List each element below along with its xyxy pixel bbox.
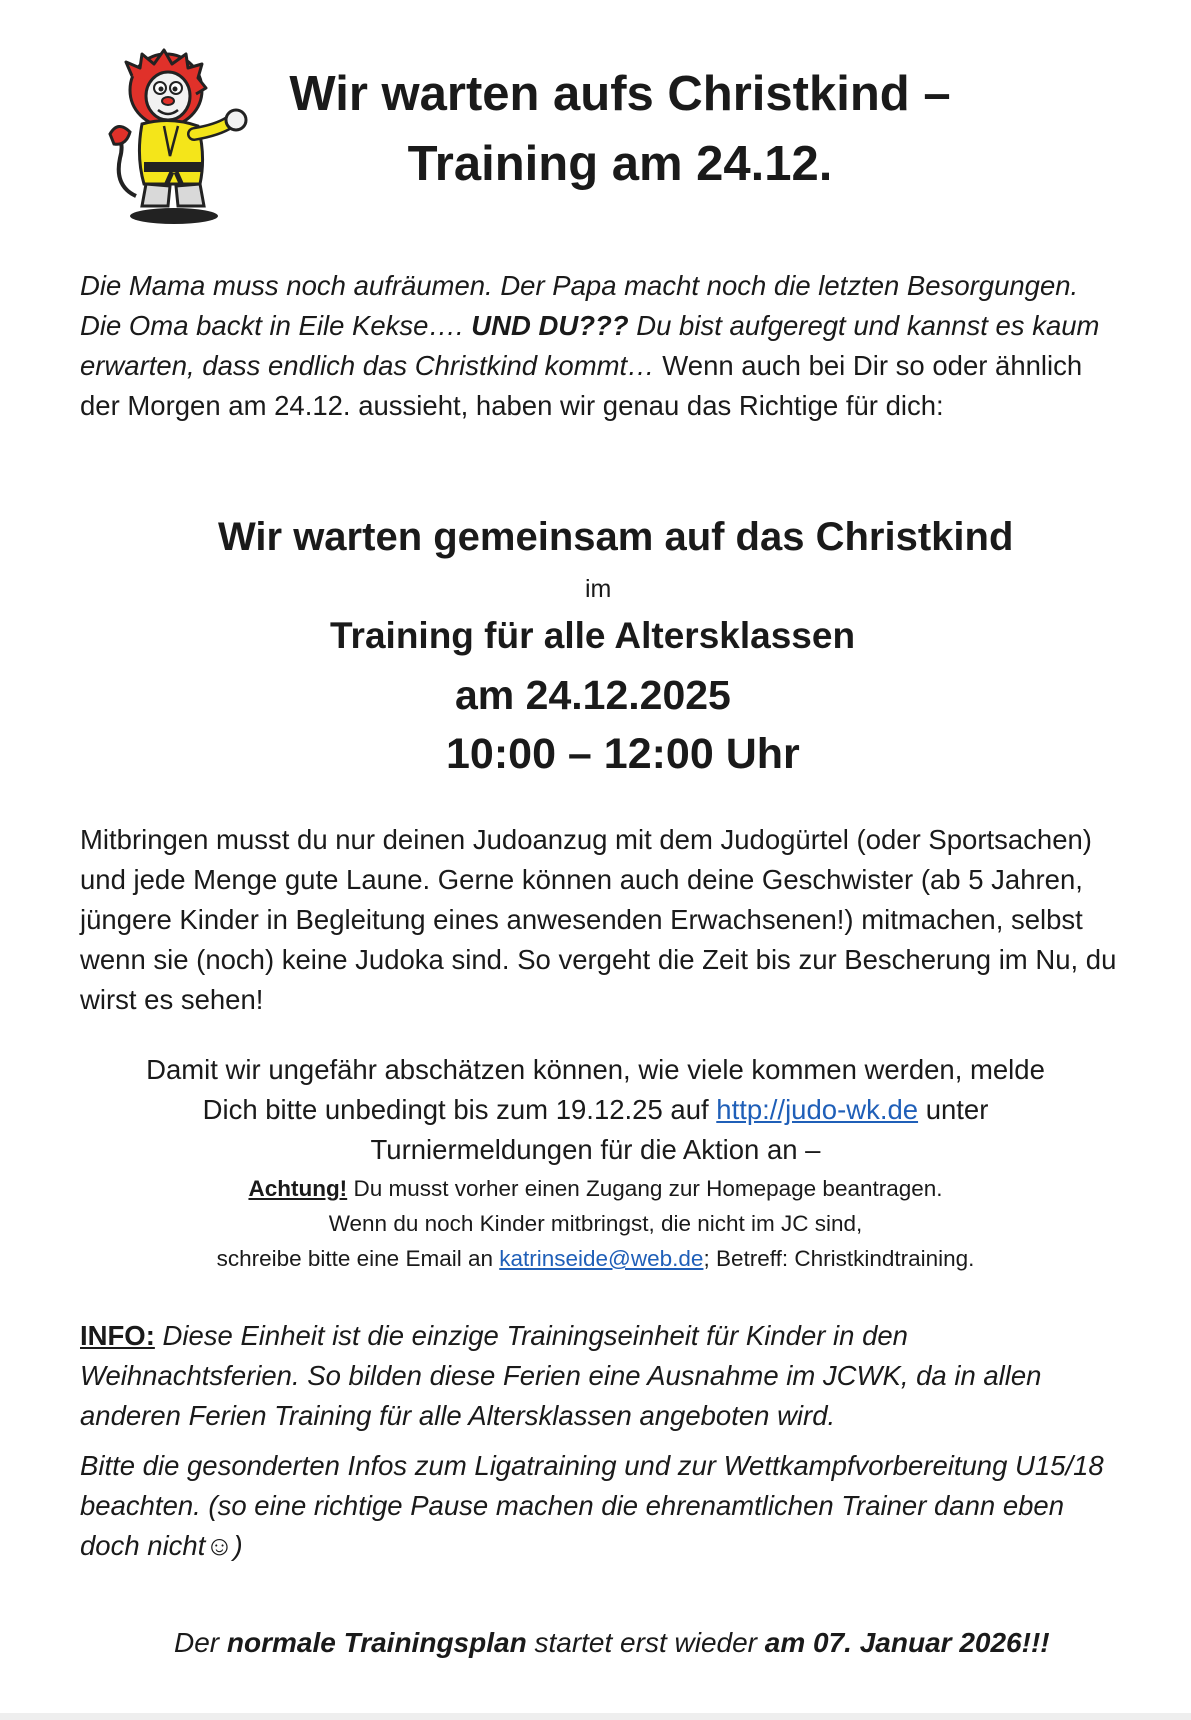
- intro-text-3: Wenn auch bei Dir so oder ähnlich der Morgen am 24.12. aussieht, haben wir genau das Richtige für dich:: [80, 350, 1083, 421]
- registration-notes: [60, 1171, 1131, 1276]
- announcement-training: Training für alle Altersklassen: [330, 615, 856, 656]
- extra-children-note: Wenn du noch Kinder mitbringst, die nicht im JC sind,: [328, 1211, 863, 1236]
- achtung-text: Du musst vorher einen Zugang zur Homepage beantragen.: [347, 1176, 943, 1201]
- email-link[interactable]: katrinseide@web.de: [499, 1246, 704, 1271]
- footer-pre: Der: [174, 1627, 227, 1658]
- email-line-pre: schreibe bitte eine Email an: [216, 1246, 500, 1271]
- lion-mascot-icon: [106, 46, 251, 228]
- registration-line-3: Turniermeldungen für die Aktion an –: [370, 1134, 821, 1165]
- info-label: INFO:: [80, 1320, 155, 1351]
- page-title-line-2: Training am 24.12.: [407, 137, 833, 191]
- announcement-im: im: [585, 575, 612, 603]
- footer-note: [174, 1623, 1050, 1663]
- registration-line-2-pre: Dich bitte unbedingt bis zum 19.12.25 auf: [202, 1094, 717, 1125]
- bottom-divider: [0, 1713, 1191, 1720]
- achtung-label: Achtung!: [248, 1176, 348, 1201]
- smiley-icon: ☺: [205, 1530, 234, 1561]
- info-text: Diese Einheit ist die einzige Trainingseinheit für Kinder in den Weihnachtsferien. So bilden diese Ferien eine Ausnahme im JCWK, da in allen anderen Ferien Training für alle Altersklassen angeboten wird.: [80, 1320, 1042, 1431]
- bring-paragraph: Mitbringen musst du nur deinen Judoanzug mit dem Judogürtel (oder Sportsachen) und jede Menge gute Laune. Gerne können auch deine Geschwister (ab 5 Jahren, jüngere Kinder in Begleitung eines anwesenden Erwachsenen!) mitmachen, selbst wenn sie (noch) keine Judoka sind. So vergeht die Zeit bis zur Bescherung im Nu, du wirst es sehen!: [80, 824, 1117, 1015]
- homepage-link[interactable]: http://judo-wk.de: [716, 1094, 919, 1125]
- intro-text-1: Die Mama muss noch aufräumen. Der Papa macht noch die letzten Besorgungen. Die Oma backt in Eile Kekse….: [80, 270, 1079, 341]
- intro-emphasis: UND DU???: [471, 310, 629, 341]
- registration-line-2-post: unter: [918, 1094, 989, 1125]
- bitte-paragraph: [80, 1446, 1125, 1566]
- announcement-heading: Wir warten gemeinsam auf das Christkind: [218, 515, 1014, 559]
- footer-bold-date: am 07. Januar 2026!!!: [764, 1627, 1050, 1658]
- intro-text-2: Du bist aufgeregt und kannst es kaum erwarten, dass endlich das Christkind kommt…: [80, 310, 1100, 381]
- announcement-time: 10:00 – 12:00 Uhr: [446, 730, 800, 778]
- email-line-post: ; Betreff: Christkindtraining.: [703, 1246, 975, 1271]
- footer-mid: startet erst wieder: [526, 1627, 765, 1658]
- registration-paragraph: [60, 1050, 1131, 1170]
- intro-paragraph: [80, 266, 1125, 426]
- page-title-line-1: Wir warten aufs Christkind –: [289, 67, 951, 121]
- announcement-date: am 24.12.2025: [455, 672, 731, 718]
- footer-bold-plan: normale Trainingsplan: [226, 1627, 527, 1658]
- registration-line-1: Damit wir ungefähr abschätzen können, wie viele kommen werden, melde: [146, 1054, 1045, 1085]
- bitte-close: ): [233, 1530, 243, 1561]
- bitte-text: Bitte die gesonderten Infos zum Ligatraining und zur Wettkampfvorbereitung U15/18 beachten. (so eine richtige Pause machen die ehrenamtlichen Trainer dann eben doch nicht: [80, 1450, 1104, 1561]
- info-paragraph: [80, 1316, 1125, 1436]
